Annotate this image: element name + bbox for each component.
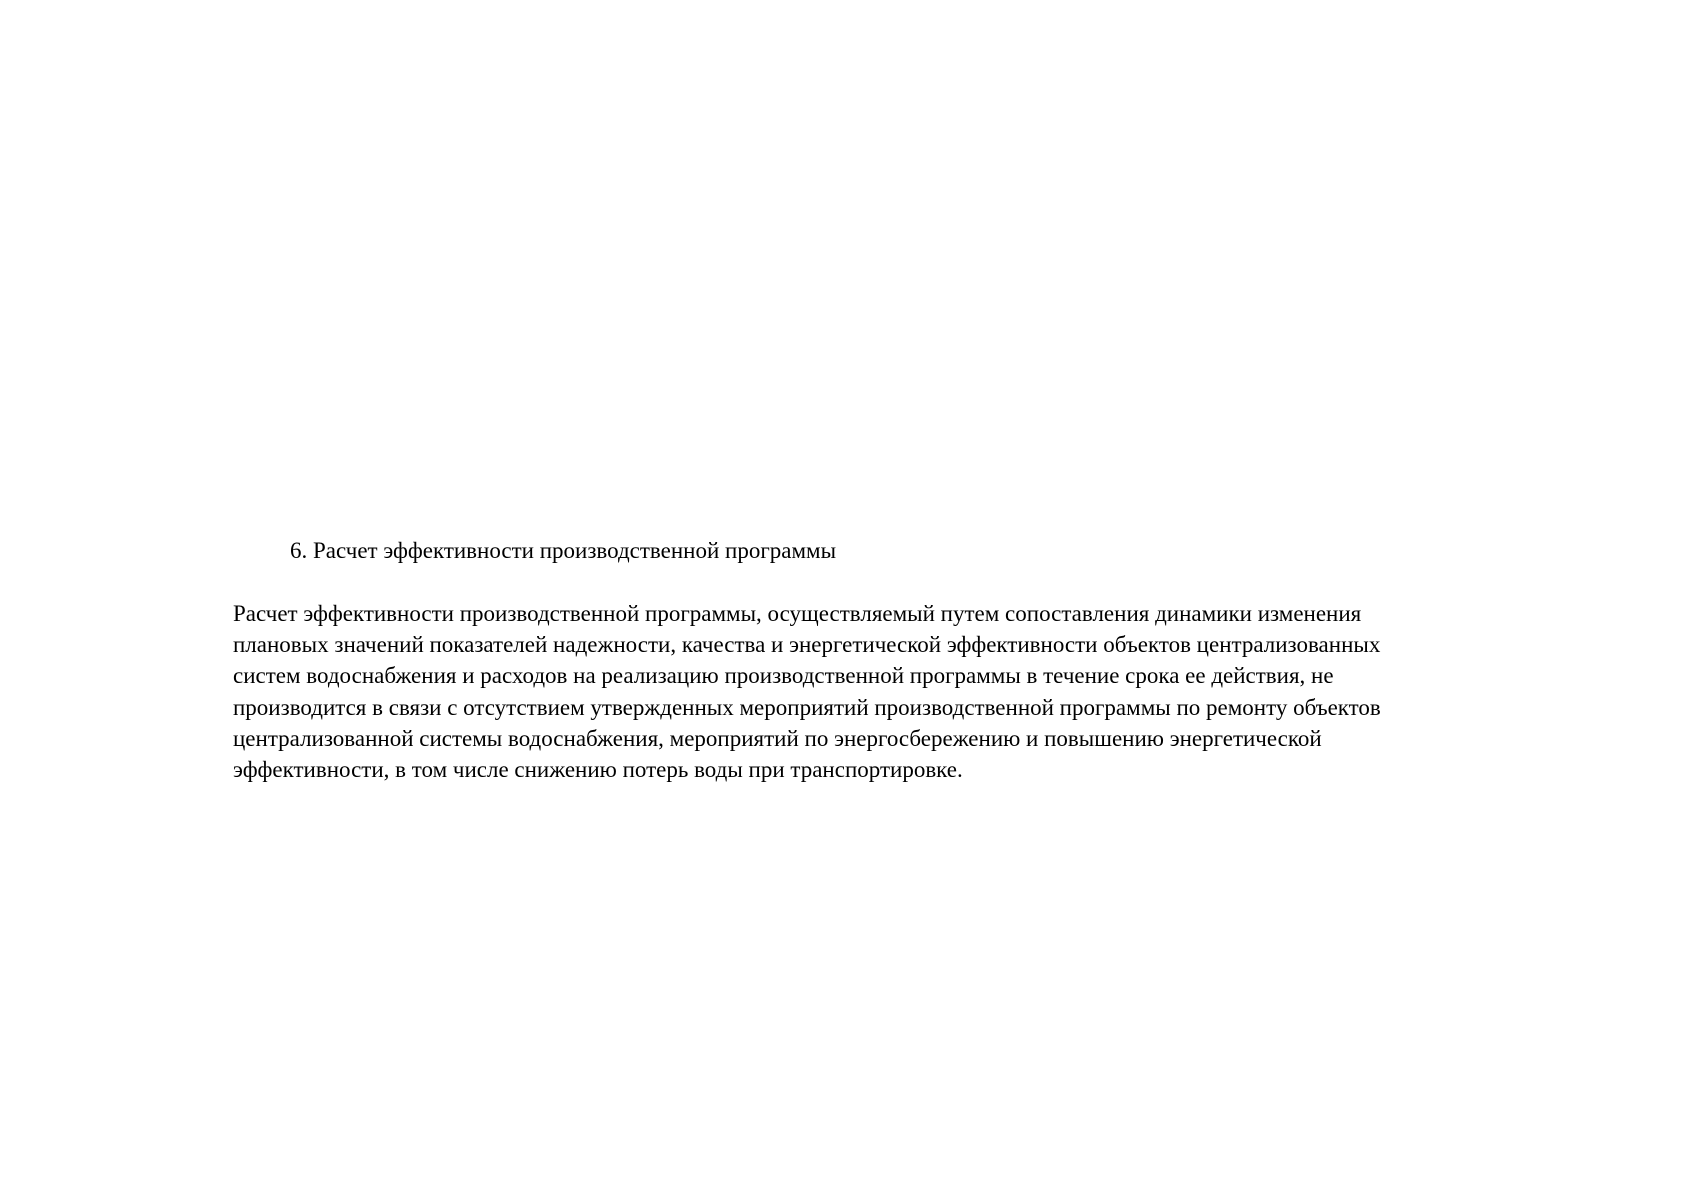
paragraph-line: эффективности, в том числе снижению потерь воды при транспортировке.: [233, 757, 963, 783]
section-heading: 6. Расчет эффективности производственной программы: [290, 538, 837, 563]
paragraph-line: централизованной системы водоснабжения, мероприятий по энергосбережению и повышению энергетической: [233, 725, 1322, 751]
paragraph-line: плановых значений показателей надежности, качества и энергетической эффективности объектов централизованных: [233, 632, 1381, 658]
paragraph-line: систем водоснабжения и расходов на реализацию производственной программы в течение срока ее действия, не: [233, 663, 1334, 689]
body-paragraph: [233, 598, 1473, 785]
paragraph-line: производится в связи с отсутствием утвержденных мероприятий производственной программы по ремонту объектов: [233, 694, 1381, 720]
paragraph-line: Расчет эффективности производственной программы, осуществляемый путем сопоставления динамики изменения: [233, 601, 1362, 626]
